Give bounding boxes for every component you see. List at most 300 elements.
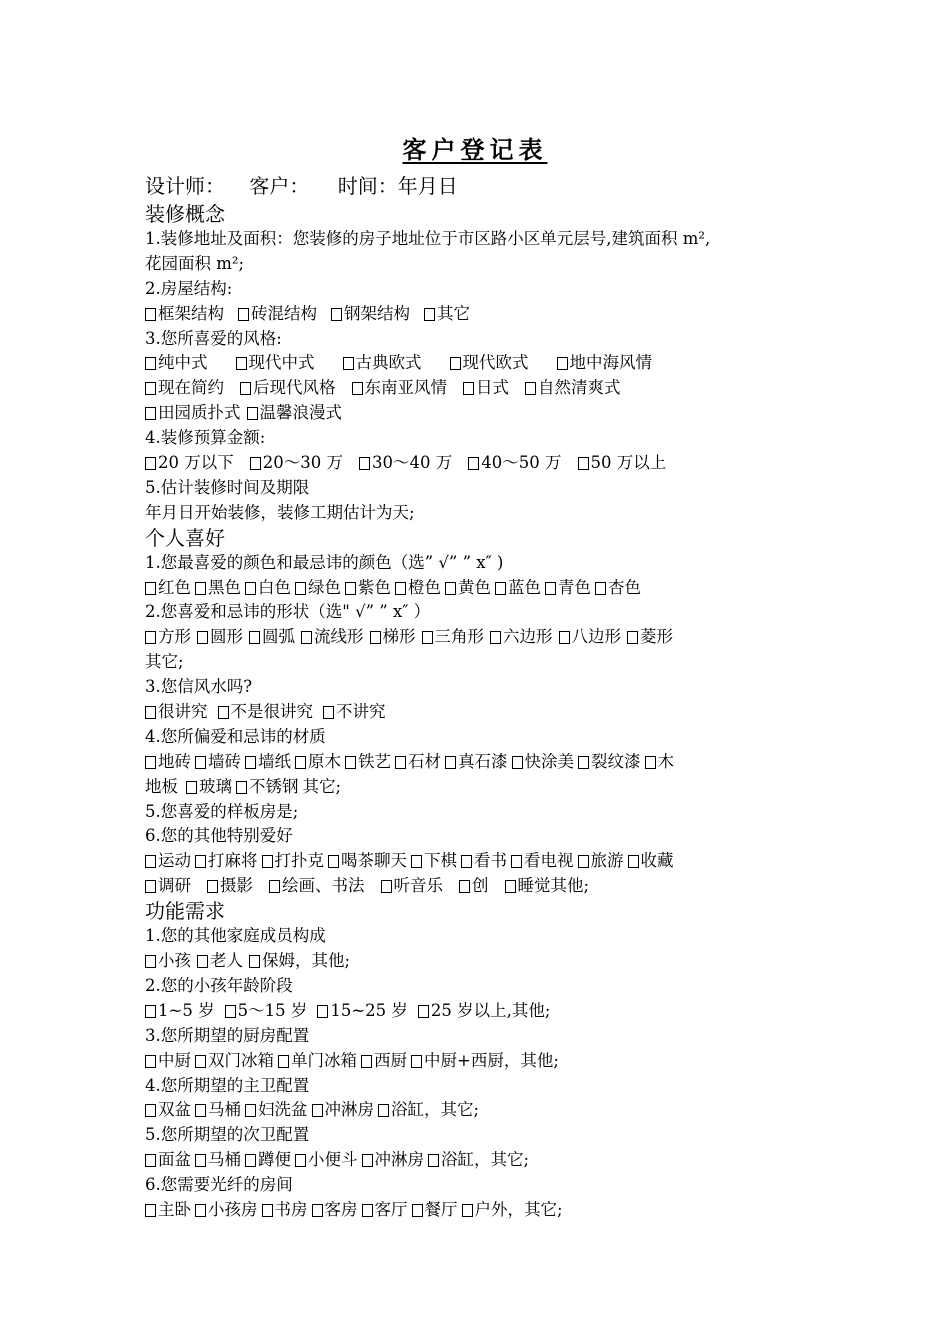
checkbox-option[interactable] [269, 874, 365, 899]
checkbox-option[interactable] [145, 874, 191, 899]
checkbox-box[interactable] [362, 1154, 373, 1167]
checkbox-option[interactable] [240, 376, 336, 401]
checkbox-box[interactable] [317, 1005, 328, 1018]
checkbox-option[interactable] [207, 874, 253, 899]
checkbox-label: 橙色 [408, 577, 441, 597]
checkbox-box[interactable] [352, 382, 363, 395]
checkbox-box[interactable] [247, 407, 258, 420]
checkbox-box[interactable] [345, 756, 356, 769]
checkbox-box[interactable] [195, 1154, 206, 1167]
checkbox-option[interactable] [461, 849, 507, 874]
checkbox-box[interactable] [195, 582, 206, 595]
checkbox-box[interactable] [645, 756, 656, 769]
checkbox-option[interactable] [361, 1049, 407, 1074]
question-second-bath: 5.您所期望的次卫配置 [145, 1125, 310, 1145]
checkbox-box[interactable] [145, 631, 156, 644]
checkbox-box[interactable] [578, 756, 589, 769]
checkbox-option[interactable] [195, 750, 241, 775]
checkbox-label: 1~5 岁 [158, 1000, 215, 1020]
checkbox-label: 白色 [258, 577, 291, 597]
checkbox-label: 地砖 [158, 751, 191, 771]
question-kid-age: 2.您的小孩年龄阶段 [145, 975, 293, 995]
checkbox-option[interactable] [422, 625, 485, 650]
checkbox-box[interactable] [145, 706, 156, 719]
checkbox-box[interactable] [343, 357, 354, 370]
options-second-bath [145, 1148, 825, 1173]
question-address: 1.装修地址及面积：您装修的房子地址位于市区路小区单元层号,建筑面积 m², [145, 229, 711, 248]
question-master-bath: 4.您所期望的主卫配置 [145, 1075, 310, 1095]
checkbox-label: 六边形 [503, 627, 553, 647]
checkbox-option[interactable] [295, 750, 341, 775]
checkbox-box[interactable] [240, 382, 251, 395]
checkbox-box[interactable] [395, 756, 406, 769]
checkbox-label: 看书 [474, 851, 507, 871]
checkbox-option[interactable] [362, 1148, 425, 1173]
checkbox-box[interactable] [490, 631, 501, 644]
section-heading-personal-preference: 个人喜好 [145, 525, 225, 550]
checkbox-option[interactable] [145, 1098, 191, 1123]
checkbox-option[interactable] [511, 849, 574, 874]
checkbox-option[interactable] [195, 1148, 241, 1173]
checkbox-box[interactable] [195, 1055, 206, 1068]
checkbox-box[interactable] [362, 1204, 373, 1217]
checkbox-box[interactable] [511, 855, 522, 868]
checkbox-option[interactable] [197, 949, 243, 974]
checkbox-option[interactable] [186, 775, 232, 800]
checkbox-box[interactable] [145, 756, 156, 769]
checkbox-option[interactable] [418, 999, 551, 1024]
options-material-list [145, 752, 645, 771]
options-family [145, 949, 825, 974]
checkbox-box[interactable] [345, 582, 356, 595]
checkbox-option[interactable] [412, 1198, 458, 1223]
checkbox-option[interactable] [145, 700, 208, 725]
checkbox-label: 圆弧 [262, 627, 295, 647]
options-hobby-list2 [145, 876, 505, 895]
checkbox-box[interactable] [236, 781, 247, 794]
checkbox-box[interactable] [195, 1204, 206, 1217]
checkbox-label: 原木 [308, 751, 341, 771]
checkbox-option[interactable] [145, 1049, 191, 1074]
checkbox-option[interactable] [557, 351, 653, 376]
checkbox-option[interactable] [428, 1148, 529, 1173]
form-body [145, 171, 825, 1223]
checkbox-label: 睡觉其他; [517, 876, 590, 896]
checkbox-option[interactable] [411, 1049, 559, 1074]
checkbox-option[interactable] [145, 576, 191, 601]
checkbox-option[interactable] [595, 576, 641, 601]
checkbox-option[interactable] [395, 576, 441, 601]
options-kitchen-list [145, 1051, 411, 1070]
checkbox-option[interactable] [236, 351, 315, 376]
checkbox-box[interactable] [245, 756, 256, 769]
checkbox-option[interactable] [145, 849, 191, 874]
checkbox-box[interactable] [225, 1005, 236, 1018]
checkbox-option[interactable] [645, 750, 675, 775]
checkbox-option[interactable] [145, 1198, 191, 1223]
checkbox-box[interactable] [312, 1204, 323, 1217]
checkbox-option[interactable] [312, 1098, 375, 1123]
checkbox-option[interactable] [424, 302, 470, 327]
checkbox-option[interactable] [345, 750, 391, 775]
checkbox-box[interactable] [495, 582, 506, 595]
options-fiber-rooms [145, 1198, 825, 1223]
question-fiber-rooms: 6.您需要光纤的房间 [145, 1175, 293, 1195]
checkbox-box[interactable] [186, 781, 197, 794]
checkbox-box[interactable] [381, 880, 392, 893]
checkbox-box[interactable] [424, 308, 435, 321]
checkbox-option[interactable] [495, 576, 541, 601]
checkbox-label: 不是很讲究 [230, 702, 313, 722]
checkbox-box[interactable] [450, 357, 461, 370]
checkbox-box[interactable] [295, 1154, 306, 1167]
checkbox-box[interactable] [207, 880, 218, 893]
checkbox-option[interactable] [352, 376, 448, 401]
checkbox-option[interactable] [238, 302, 317, 327]
checkbox-label: 5～15 岁 [237, 1000, 308, 1020]
checkbox-label: 方形 [158, 627, 191, 647]
checkbox-box[interactable] [468, 457, 479, 470]
checkbox-option[interactable] [328, 849, 407, 874]
checkbox-box[interactable] [295, 756, 306, 769]
checkbox-box[interactable] [145, 1104, 156, 1117]
checkbox-box[interactable] [145, 407, 156, 420]
checkbox-option[interactable] [195, 1198, 258, 1223]
checkbox-label: 钢架结构 [344, 303, 410, 323]
checkbox-box[interactable] [269, 880, 280, 893]
checkbox-option[interactable] [578, 451, 667, 476]
checkbox-box[interactable] [262, 855, 273, 868]
checkbox-option[interactable] [218, 700, 314, 725]
checkbox-option[interactable] [395, 750, 441, 775]
checkbox-option[interactable] [195, 1098, 241, 1123]
checkbox-option[interactable] [512, 750, 575, 775]
checkbox-option[interactable] [370, 625, 416, 650]
checkbox-label: 地中海风情 [569, 353, 652, 373]
checkbox-label: 圆形 [210, 627, 243, 647]
question-family: 1.您的其他家庭成员构成 [145, 926, 326, 946]
checkbox-label: 快涂美 [524, 751, 574, 771]
checkbox-box[interactable] [312, 1104, 323, 1117]
checkbox-label: 木 [657, 751, 674, 771]
checkbox-option[interactable] [145, 451, 234, 476]
checkbox-option[interactable] [359, 451, 452, 476]
options-fengshui [145, 700, 825, 725]
checkbox-option[interactable] [317, 999, 408, 1024]
checkbox-box[interactable] [378, 1104, 389, 1117]
checkbox-box[interactable] [512, 756, 523, 769]
checkbox-label: 客房 [324, 1199, 358, 1219]
checkbox-option[interactable] [628, 849, 674, 874]
checkbox-box[interactable] [245, 582, 256, 595]
checkbox-label: 真石漆 [458, 751, 508, 771]
checkbox-box[interactable] [250, 457, 261, 470]
checkbox-option[interactable] [490, 625, 553, 650]
checkbox-label: 收藏 [640, 851, 674, 871]
checkbox-option[interactable] [195, 1049, 274, 1074]
checkbox-label: 八边形 [571, 627, 621, 647]
options-style-row1 [145, 351, 825, 376]
checkbox-box[interactable] [245, 1104, 256, 1117]
checkbox-label: 摄影 [220, 876, 253, 896]
checkbox-option[interactable] [362, 1198, 408, 1223]
checkbox-option[interactable] [145, 401, 241, 426]
checkbox-option[interactable] [578, 849, 624, 874]
checkbox-box[interactable] [505, 880, 516, 893]
checkbox-option[interactable] [450, 351, 529, 376]
checkbox-label: 打扑克 [274, 851, 324, 871]
checkbox-box[interactable] [445, 756, 456, 769]
checkbox-option[interactable] [262, 1198, 308, 1223]
checkbox-box[interactable] [445, 582, 456, 595]
checkbox-box[interactable] [559, 631, 570, 644]
checkbox-label: 古典欧式 [355, 353, 422, 373]
checkbox-box[interactable] [557, 357, 568, 370]
checkbox-box[interactable] [145, 1154, 156, 1167]
checkbox-box[interactable] [145, 1055, 156, 1068]
checkbox-label: 不锈钢 [249, 776, 299, 796]
checkbox-label: 保姆，其他; [262, 951, 351, 971]
checkbox-box[interactable] [361, 1055, 372, 1068]
checkbox-label: 50 万以上 [590, 453, 667, 473]
checkbox-option[interactable] [312, 1198, 358, 1223]
checkbox-box[interactable] [370, 631, 381, 644]
checkbox-box[interactable] [145, 382, 156, 395]
checkbox-box[interactable] [197, 955, 208, 968]
checkbox-option[interactable] [578, 750, 641, 775]
question-structure: 2.房屋结构: [145, 278, 233, 298]
checkbox-box[interactable] [462, 1204, 473, 1217]
checkbox-box[interactable] [578, 855, 589, 868]
options-shape [145, 625, 825, 650]
checkbox-option[interactable] [301, 625, 364, 650]
checkbox-box[interactable] [145, 357, 156, 370]
checkbox-label: 喝茶聊天 [341, 851, 407, 871]
checkbox-box[interactable] [428, 1154, 439, 1167]
checkbox-label: 25 岁以上,其他; [430, 1000, 551, 1020]
checkbox-option[interactable] [249, 625, 295, 650]
checkbox-option[interactable] [145, 625, 191, 650]
checkbox-option[interactable] [225, 999, 308, 1024]
checkbox-box[interactable] [238, 308, 249, 321]
checkbox-box[interactable] [145, 308, 156, 321]
checkbox-option[interactable] [145, 1148, 191, 1173]
checkbox-option[interactable] [345, 576, 391, 601]
options-master-bath [145, 1098, 825, 1123]
checkbox-box[interactable] [461, 855, 472, 868]
checkbox-box[interactable] [359, 457, 370, 470]
checkbox-box[interactable] [331, 308, 342, 321]
checkbox-box[interactable] [412, 1204, 423, 1217]
checkbox-label: 菱形 [640, 627, 673, 647]
checkbox-option[interactable] [445, 576, 491, 601]
checkbox-label: 现在简约 [158, 378, 224, 398]
checkbox-box[interactable] [249, 631, 260, 644]
checkbox-label: 现代欧式 [462, 353, 529, 373]
checkbox-box[interactable] [595, 582, 606, 595]
checkbox-label: 马桶 [208, 1150, 241, 1170]
checkbox-option[interactable] [343, 351, 422, 376]
checkbox-option[interactable] [331, 302, 410, 327]
options-budget [145, 451, 825, 476]
checkbox-option[interactable] [197, 625, 243, 650]
checkbox-box[interactable] [627, 631, 638, 644]
checkbox-box[interactable] [145, 955, 156, 968]
checkbox-option[interactable] [236, 775, 299, 800]
checkbox-label: 马桶 [208, 1100, 241, 1120]
checkbox-box[interactable] [578, 457, 589, 470]
checkbox-box[interactable] [422, 631, 433, 644]
checkbox-option[interactable] [459, 874, 489, 899]
checkbox-option[interactable] [378, 1098, 479, 1123]
checkbox-box[interactable] [195, 1104, 206, 1117]
checkbox-option[interactable] [445, 750, 508, 775]
checkbox-label: 流线形 [314, 627, 364, 647]
checkbox-box[interactable] [395, 582, 406, 595]
checkbox-option[interactable] [505, 874, 590, 899]
meta-line [145, 171, 825, 202]
checkbox-label: 纯中式 [158, 353, 208, 373]
checkbox-label: 小便斗 [308, 1150, 358, 1170]
checkbox-option[interactable] [245, 1148, 291, 1173]
question-period: 5.估计装修时间及期限 [145, 477, 310, 497]
checkbox-box[interactable] [145, 1005, 156, 1018]
checkbox-option[interactable] [145, 302, 224, 327]
checkbox-label: 蓝色 [508, 577, 541, 597]
checkbox-label: 不讲究 [336, 702, 386, 722]
checkbox-option[interactable] [525, 376, 621, 401]
checkbox-label: 浴缸，其它; [441, 1150, 530, 1170]
checkbox-option[interactable] [145, 376, 224, 401]
checkbox-label: 石材 [408, 751, 441, 771]
checkbox-label: 户外，其它; [474, 1199, 563, 1219]
checkbox-label: 绿色 [308, 577, 341, 597]
checkbox-box[interactable] [197, 631, 208, 644]
period-text: 年月日开始装修，装修工期估计为天; [145, 502, 415, 522]
checkbox-box[interactable] [145, 1204, 156, 1217]
checkbox-label: 温馨浪漫式 [259, 403, 342, 423]
checkbox-option[interactable] [195, 849, 258, 874]
checkbox-label: 绘画、书法 [282, 876, 365, 896]
checkbox-option[interactable] [411, 849, 457, 874]
client-label: 客户： [249, 174, 310, 198]
checkbox-option[interactable] [245, 1098, 308, 1123]
checkbox-label: 单门冰箱 [291, 1050, 357, 1070]
checkbox-box[interactable] [195, 855, 206, 868]
checkbox-label: 后现代风格 [253, 378, 336, 398]
checkbox-label: 冲淋房 [324, 1100, 374, 1120]
checkbox-label: 青色 [558, 577, 591, 597]
checkbox-label: 田园质扑式 [158, 403, 241, 423]
checkbox-option[interactable] [545, 576, 591, 601]
checkbox-box[interactable] [411, 855, 422, 868]
checkbox-option[interactable] [145, 351, 208, 376]
question-kitchen: 3.您所期望的厨房配置 [145, 1025, 310, 1045]
checkbox-option[interactable] [627, 625, 673, 650]
checkbox-label: 30～40 万 [372, 453, 453, 473]
options-material-row2 [145, 775, 825, 800]
checkbox-label: 中厨 [158, 1050, 191, 1070]
checkbox-label: 小孩房 [208, 1199, 258, 1219]
checkbox-option[interactable] [245, 576, 291, 601]
checkbox-label: 调研 [158, 876, 191, 896]
checkbox-option[interactable] [323, 700, 386, 725]
checkbox-box[interactable] [411, 1055, 422, 1068]
checkbox-option[interactable] [295, 1148, 358, 1173]
checkbox-label: 看电视 [524, 851, 574, 871]
checkbox-box[interactable] [145, 855, 156, 868]
checkbox-box[interactable] [301, 631, 312, 644]
checkbox-box[interactable] [262, 1204, 273, 1217]
checkbox-box[interactable] [418, 1005, 429, 1018]
checkbox-box[interactable] [249, 955, 260, 968]
checkbox-option[interactable] [462, 1198, 563, 1223]
checkbox-option[interactable] [463, 376, 509, 401]
section-heading-decoration-concept: 装修概念 [145, 202, 225, 226]
checkbox-option[interactable] [559, 625, 622, 650]
checkbox-label: 40～50 万 [481, 453, 562, 473]
checkbox-box[interactable] [145, 582, 156, 595]
checkbox-label: 小孩 [158, 951, 191, 971]
question-shape: 2.您喜爱和忌讳的形状（选" √” ” x″ ） [145, 602, 431, 622]
checkbox-option[interactable] [145, 999, 215, 1024]
options-style-row3 [145, 401, 825, 426]
checkbox-box[interactable] [525, 382, 536, 395]
checkbox-option[interactable] [468, 451, 561, 476]
checkbox-label: 其它 [437, 303, 470, 323]
checkbox-label: 旅游 [590, 851, 624, 871]
checkbox-box[interactable] [545, 582, 556, 595]
checkbox-box[interactable] [295, 582, 306, 595]
material-other: 其它; [302, 776, 342, 796]
checkbox-box[interactable] [145, 880, 156, 893]
checkbox-box[interactable] [628, 855, 639, 868]
material-wood-floor: 地板 [145, 776, 178, 796]
options-second-bath-list [145, 1150, 428, 1169]
checkbox-box[interactable] [218, 706, 229, 719]
checkbox-option[interactable] [295, 576, 341, 601]
checkbox-label: 梯形 [382, 627, 416, 647]
checkbox-option[interactable] [278, 1049, 357, 1074]
time-label: 时间：年月日 [337, 174, 458, 198]
options-style-row2 [145, 376, 825, 401]
checkbox-option[interactable] [145, 949, 191, 974]
checkbox-option[interactable] [262, 849, 325, 874]
checkbox-option[interactable] [381, 874, 444, 899]
checkbox-label: 双盆 [158, 1100, 191, 1120]
checkbox-option[interactable] [245, 750, 291, 775]
checkbox-box[interactable] [323, 706, 334, 719]
checkbox-box[interactable] [328, 855, 339, 868]
question-garden-area: 花园面积 m²; [145, 253, 245, 273]
checkbox-label: 黄色 [458, 577, 491, 597]
checkbox-box[interactable] [278, 1055, 289, 1068]
checkbox-option[interactable] [249, 949, 350, 974]
checkbox-box[interactable] [195, 756, 206, 769]
checkbox-label: 裂纹漆 [591, 751, 641, 771]
checkbox-box[interactable] [459, 880, 470, 893]
checkbox-option[interactable] [247, 401, 343, 426]
checkbox-box[interactable] [463, 382, 474, 395]
checkbox-option[interactable] [145, 750, 191, 775]
checkbox-label: 框架结构 [158, 303, 224, 323]
checkbox-option[interactable] [195, 576, 241, 601]
checkbox-box[interactable] [245, 1154, 256, 1167]
checkbox-option[interactable] [250, 451, 343, 476]
checkbox-box[interactable] [145, 457, 156, 470]
checkbox-box[interactable] [236, 357, 247, 370]
form-title: 客户登记表 [402, 135, 548, 164]
